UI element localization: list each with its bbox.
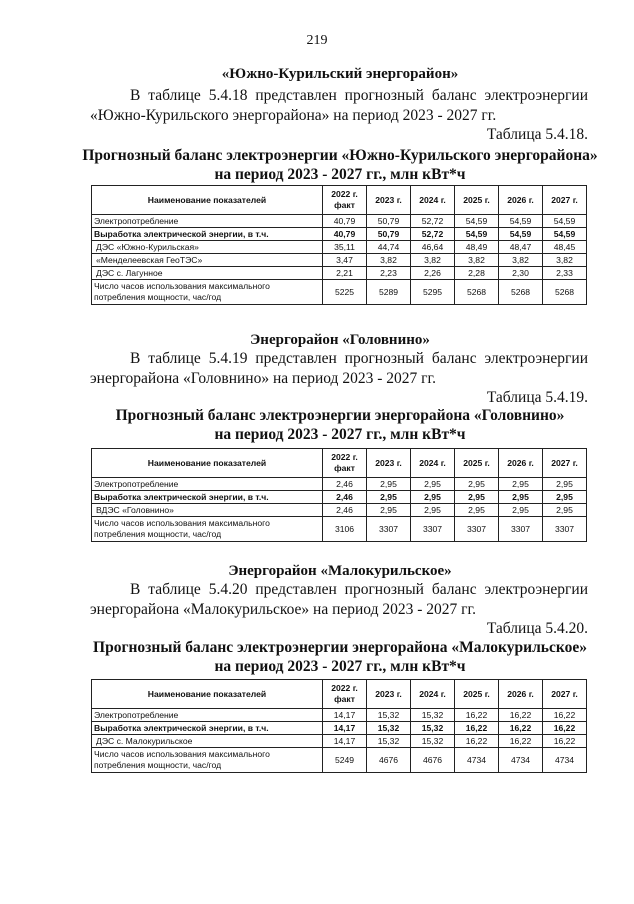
row-name: ДЭС с. Малокурильское — [92, 735, 323, 748]
cell: 48,47 — [499, 241, 543, 254]
row-name: Число часов использования максимального потребления мощности, час/год — [92, 748, 323, 773]
table-row — [92, 267, 587, 280]
paragraph-line: В таблице 5.4.18 представлен прогнозный баланс электроэнергии — [130, 87, 588, 104]
page-number: 219 — [306, 33, 328, 48]
table-title-line: на период 2023 - 2027 гг., млн кВт*ч — [214, 658, 466, 675]
cell: 3307 — [367, 517, 411, 542]
section-paragraph — [90, 86, 588, 126]
cell: 4676 — [411, 748, 455, 773]
table-title — [80, 406, 600, 444]
cell: 50,79 — [367, 215, 411, 228]
section-title-golovnino: Энергорайон «Головнино» — [250, 332, 430, 348]
header-2022: 2022 г. факт — [323, 186, 367, 215]
table-row — [92, 215, 587, 228]
header-2022: 2022 г. факт — [323, 680, 367, 709]
table-row — [92, 504, 587, 517]
cell: 54,59 — [499, 228, 543, 241]
header-2023: 2023 г. — [367, 680, 411, 709]
cell: 3307 — [411, 517, 455, 542]
table-5-4-20 — [91, 679, 587, 773]
cell: 15,32 — [367, 709, 411, 722]
cell: 16,22 — [499, 722, 543, 735]
cell: 5295 — [411, 280, 455, 305]
table-row — [92, 735, 587, 748]
cell: 2,95 — [543, 478, 587, 491]
header-2024: 2024 г. — [411, 449, 455, 478]
cell: 5289 — [367, 280, 411, 305]
row-name: Электропотребление — [92, 215, 323, 228]
cell: 54,59 — [543, 228, 587, 241]
table-row — [92, 722, 587, 735]
cell: 15,32 — [411, 735, 455, 748]
table-label: Таблица 5.4.20. — [486, 620, 588, 637]
table-title-line: на период 2023 - 2027 гг., млн кВт*ч — [214, 426, 466, 443]
cell: 4734 — [455, 748, 499, 773]
cell: 3,82 — [499, 254, 543, 267]
table-header-row — [92, 186, 587, 215]
header-2023: 2023 г. — [367, 449, 411, 478]
header-name: Наименование показателей — [92, 186, 323, 215]
cell: 4676 — [367, 748, 411, 773]
table-label: Таблица 5.4.19. — [486, 389, 588, 406]
cell: 5225 — [323, 280, 367, 305]
cell: 3,82 — [367, 254, 411, 267]
cell: 15,32 — [411, 709, 455, 722]
table-title — [80, 146, 600, 184]
header-2027: 2027 г. — [543, 449, 587, 478]
cell: 2,95 — [455, 478, 499, 491]
cell: 14,17 — [323, 709, 367, 722]
cell: 2,95 — [411, 478, 455, 491]
cell: 2,21 — [323, 267, 367, 280]
cell: 16,22 — [499, 709, 543, 722]
cell: 3,82 — [455, 254, 499, 267]
cell: 16,22 — [543, 709, 587, 722]
table-row — [92, 709, 587, 722]
table-title-line: Прогнозный баланс электроэнергии «Южно-Курильского энергорайона» — [82, 147, 598, 164]
table-title — [80, 638, 600, 676]
cell: 3106 — [323, 517, 367, 542]
row-name: Электропотребление — [92, 478, 323, 491]
paragraph-line: В таблице 5.4.19 представлен прогнозный баланс электроэнергии — [130, 350, 588, 367]
header-name: Наименование показателей — [92, 449, 323, 478]
cell: 2,30 — [499, 267, 543, 280]
cell: 2,95 — [499, 504, 543, 517]
cell: 54,59 — [543, 215, 587, 228]
header-2026: 2026 г. — [499, 680, 543, 709]
section-title-yuzhno-kurilsky: «Южно-Курильский энергорайон» — [221, 66, 459, 82]
cell: 5268 — [455, 280, 499, 305]
table-header-row — [92, 449, 587, 478]
cell: 2,28 — [455, 267, 499, 280]
table-title-line: Прогнозный баланс электроэнергии энергорайона «Малокурильское» — [93, 639, 587, 656]
cell: 2,95 — [367, 504, 411, 517]
row-name: Электропотребление — [92, 709, 323, 722]
row-name: Число часов использования максимального потребления мощности, час/год — [92, 280, 323, 305]
cell: 3307 — [455, 517, 499, 542]
paragraph-line: энергорайона «Головнино» на период 2023 - 2027 гг. — [90, 370, 436, 387]
table-header-row — [92, 680, 587, 709]
cell: 15,32 — [367, 722, 411, 735]
cell: 2,95 — [499, 491, 543, 504]
cell: 4734 — [499, 748, 543, 773]
table-row — [92, 280, 587, 305]
table-row — [92, 478, 587, 491]
row-name: Число часов использования максимального потребления мощности, час/год — [92, 517, 323, 542]
table-label: Таблица 5.4.18. — [486, 126, 588, 143]
row-name: ВДЭС «Головнино» — [92, 504, 323, 517]
cell: 16,22 — [455, 735, 499, 748]
cell: 2,46 — [323, 491, 367, 504]
paragraph-line: энергорайона «Малокурильское» на период 2023 - 2027 гг. — [90, 601, 476, 618]
cell: 4734 — [543, 748, 587, 773]
cell: 3307 — [499, 517, 543, 542]
cell: 2,95 — [455, 504, 499, 517]
section-paragraph — [90, 580, 588, 620]
cell: 16,22 — [543, 722, 587, 735]
header-2022: 2022 г. факт — [323, 449, 367, 478]
cell: 15,32 — [367, 735, 411, 748]
cell: 52,72 — [411, 215, 455, 228]
paragraph-line: «Южно-Курильского энергорайона» на период 2023 - 2027 гг. — [90, 107, 497, 124]
cell: 16,22 — [455, 709, 499, 722]
row-name: Выработка электрической энергии, в т.ч. — [92, 228, 323, 241]
table-title-line: Прогнозный баланс электроэнергии энергорайона «Головнино» — [115, 407, 565, 424]
cell: 44,74 — [367, 241, 411, 254]
cell: 2,33 — [543, 267, 587, 280]
cell: 2,95 — [543, 504, 587, 517]
cell: 2,23 — [367, 267, 411, 280]
table-row — [92, 241, 587, 254]
cell: 2,95 — [499, 478, 543, 491]
row-name: Выработка электрической энергии, в т.ч. — [92, 491, 323, 504]
cell: 14,17 — [323, 735, 367, 748]
cell: 2,46 — [323, 504, 367, 517]
section-paragraph — [90, 349, 588, 389]
header-2027: 2027 г. — [543, 680, 587, 709]
cell: 2,95 — [543, 491, 587, 504]
cell: 14,17 — [323, 722, 367, 735]
header-2024: 2024 г. — [411, 186, 455, 215]
cell: 48,49 — [455, 241, 499, 254]
table-row — [92, 491, 587, 504]
cell: 3,82 — [411, 254, 455, 267]
cell: 16,22 — [499, 735, 543, 748]
cell: 5249 — [323, 748, 367, 773]
row-name: ДЭС с. Лагунное — [92, 267, 323, 280]
header-2027: 2027 г. — [543, 186, 587, 215]
header-2024: 2024 г. — [411, 680, 455, 709]
cell: 52,72 — [411, 228, 455, 241]
table-5-4-18 — [91, 185, 587, 305]
cell: 5268 — [499, 280, 543, 305]
cell: 16,22 — [455, 722, 499, 735]
cell: 54,59 — [455, 228, 499, 241]
cell: 35,11 — [323, 241, 367, 254]
table-title-line: на период 2023 - 2027 гг., млн кВт*ч — [214, 166, 466, 183]
cell: 46,64 — [411, 241, 455, 254]
cell: 50,79 — [367, 228, 411, 241]
cell: 2,95 — [367, 491, 411, 504]
header-2025: 2025 г. — [455, 449, 499, 478]
header-2026: 2026 г. — [499, 186, 543, 215]
table-row — [92, 254, 587, 267]
cell: 2,95 — [411, 491, 455, 504]
section-title-malokurilskoe: Энергорайон «Малокурильское» — [228, 563, 452, 579]
cell: 54,59 — [455, 215, 499, 228]
cell: 3,82 — [543, 254, 587, 267]
header-2025: 2025 г. — [455, 680, 499, 709]
table-row — [92, 517, 587, 542]
table-row — [92, 748, 587, 773]
cell: 2,26 — [411, 267, 455, 280]
cell: 3,47 — [323, 254, 367, 267]
row-name: ДЭС «Южно-Курильская» — [92, 241, 323, 254]
cell: 40,79 — [323, 228, 367, 241]
header-2025: 2025 г. — [455, 186, 499, 215]
table-5-4-19 — [91, 448, 587, 542]
cell: 5268 — [543, 280, 587, 305]
cell: 40,79 — [323, 215, 367, 228]
cell: 54,59 — [499, 215, 543, 228]
header-2026: 2026 г. — [499, 449, 543, 478]
header-name: Наименование показателей — [92, 680, 323, 709]
header-2023: 2023 г. — [367, 186, 411, 215]
cell: 48,45 — [543, 241, 587, 254]
row-name: «Менделеевская ГеоТЭС» — [92, 254, 323, 267]
paragraph-line: В таблице 5.4.20 представлен прогнозный баланс электроэнергии — [130, 581, 588, 598]
cell: 2,95 — [455, 491, 499, 504]
cell: 15,32 — [411, 722, 455, 735]
cell: 2,46 — [323, 478, 367, 491]
cell: 16,22 — [543, 735, 587, 748]
cell: 2,95 — [367, 478, 411, 491]
row-name: Выработка электрической энергии, в т.ч. — [92, 722, 323, 735]
cell: 2,95 — [411, 504, 455, 517]
table-row — [92, 228, 587, 241]
cell: 3307 — [543, 517, 587, 542]
